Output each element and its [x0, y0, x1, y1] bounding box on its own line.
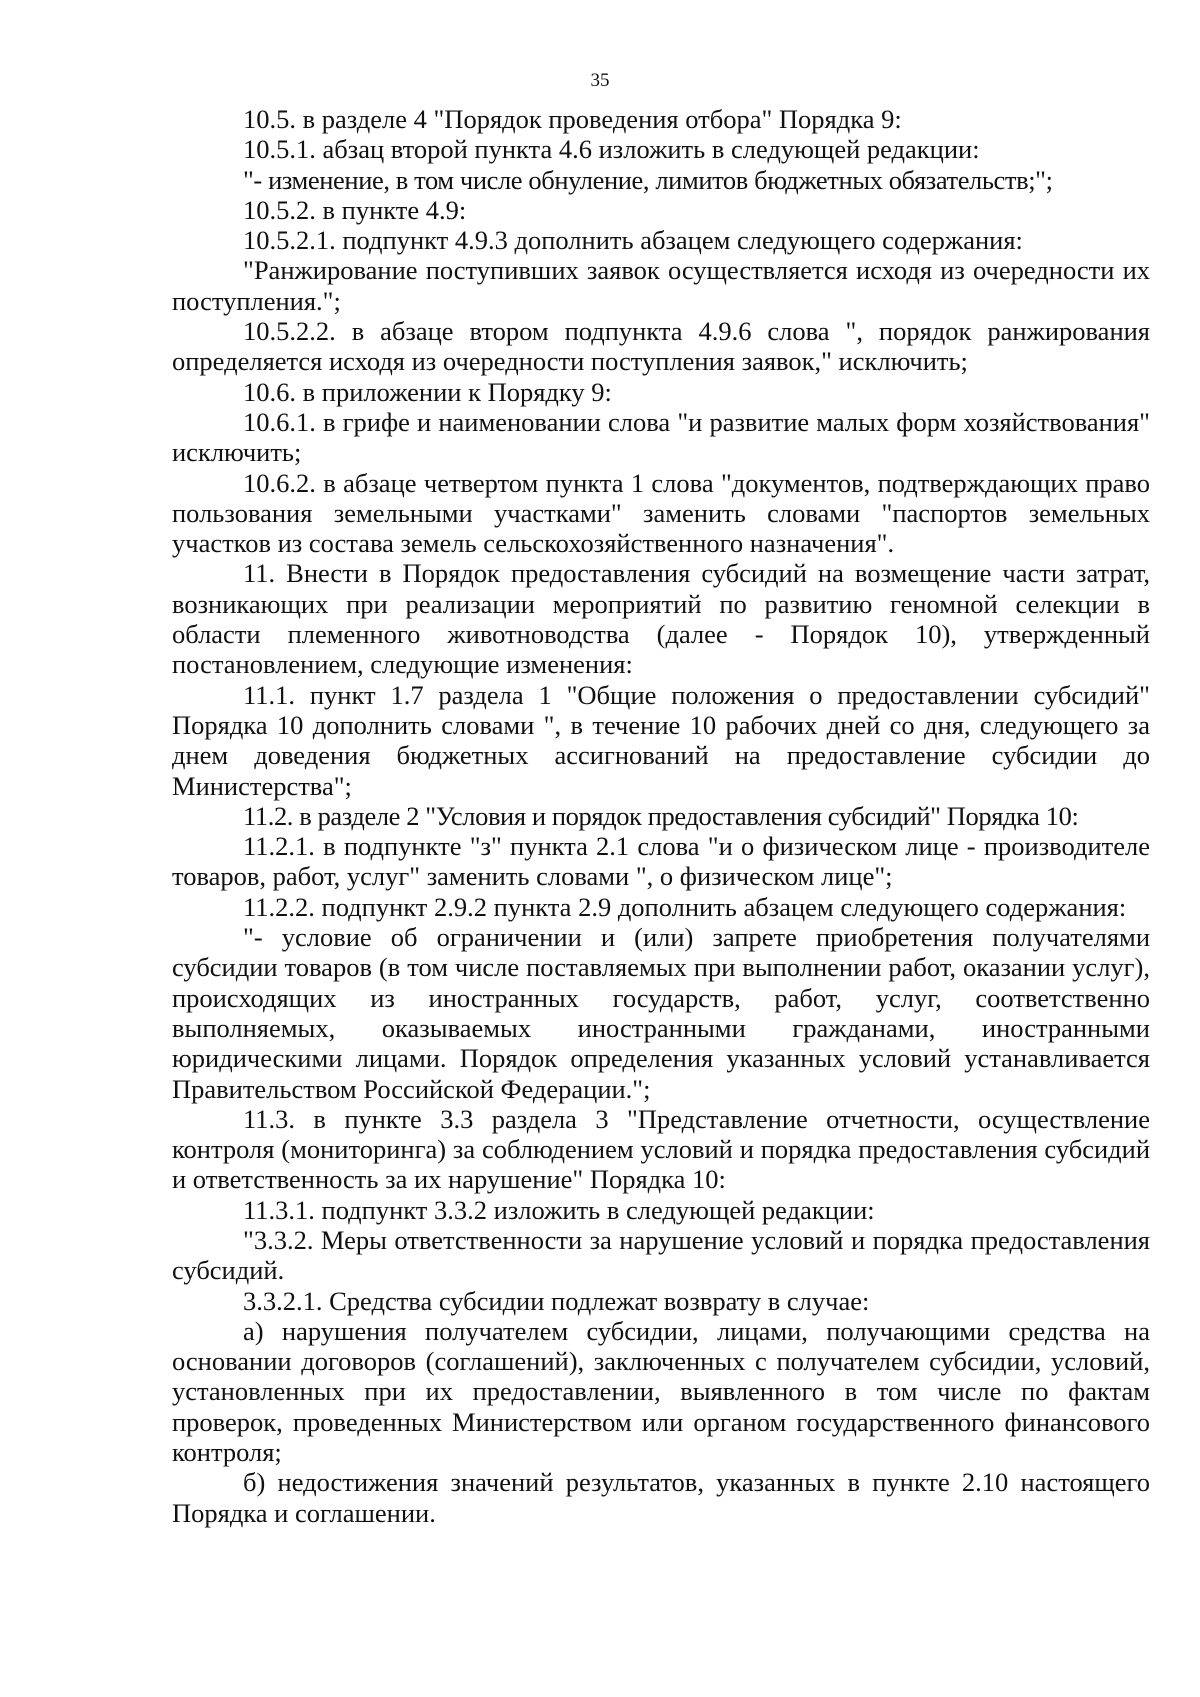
paragraph: "Ранжирование поступивших заявок осуществляется исходя из очередности их поступления.";	[172, 255, 1150, 316]
paragraph: 10.6.2. в абзаце четвертом пункта 1 слова "документов, подтверждающих право пользования земельными участками" заменить словами "паспортов земельных участков из состава земель сельскохозяйственного назначения".	[172, 467, 1150, 559]
page-number: 35	[590, 70, 610, 91]
paragraph: 11. Внести в Порядок предоставления субсидий на возмещение части затрат, возникающих при реализации мероприятий по развитию геномной селекции в области племенного животноводства (далее - Порядок 10), утвержденный постановлением, следующие изменения:	[172, 558, 1150, 680]
paragraph: 10.6. в приложении к Порядку 9:	[243, 376, 612, 407]
paragraph: 11.2.1. в подпункте "з" пункта 2.1 слова "и о физическом лице - производителе товаров, работ, услуг" заменить словами ", о физическом лице";	[172, 831, 1150, 892]
paragraph: 11.3. в пункте 3.3 раздела 3 "Представление отчетности, осуществление контроля (мониторинга) за соблюдением условий и порядка предоставления субсидий и ответственность за их нарушение" Порядка 10:	[172, 1103, 1150, 1195]
paragraph: 11.2. в разделе 2 "Условия и порядок предоставления субсидий" Порядка 10:	[243, 800, 1079, 831]
paragraph: 10.5. в разделе 4 "Порядок проведения отбора" Порядка 9:	[243, 104, 902, 134]
paragraph: 3.3.2.1. Средства субсидии подлежат возврату в случае:	[243, 1285, 870, 1316]
paragraph: б) недостижения значений результатов, указанных в пункте 2.10 настоящего Порядка и соглашении.	[172, 1467, 1150, 1528]
paragraph: 11.2.2. подпункт 2.9.2 пункта 2.9 дополнить абзацем следующего содержания:	[243, 891, 1127, 922]
paragraph: "- условие об ограничении и (или) запрете приобретения получателями субсидии товаров (в том числе поставляемых при выполнении работ, оказании услуг), происходящих из иностранных государств, работ, услуг, соответственно выполняемых, оказываемых иностранными гражданами, иностранными юридическими лицами. Порядок определения указанных условий устанавливается Правительством Российской Федерации.";	[172, 922, 1150, 1104]
paragraph: 10.5.2.1. подпункт 4.9.3 дополнить абзацем следующего содержания:	[243, 225, 1023, 256]
paragraph: 10.5.2. в пункте 4.9:	[243, 194, 467, 225]
paragraph: 10.6.1. в грифе и наименовании слова "и развитие малых форм хозяйствования" исключить;	[172, 406, 1150, 468]
paragraph: 10.5.2.2. в абзаце втором подпункта 4.9.6 слова ", порядок ранжирования определяется исходя из очередности поступления заявок," исключить;	[172, 316, 1150, 377]
paragraph: 10.5.1. абзац второй пункта 4.6 изложить в следующей редакции:	[243, 134, 980, 165]
paragraph: 11.3.1. подпункт 3.3.2 изложить в следующей редакции:	[243, 1194, 875, 1225]
paragraph: а) нарушения получателем субсидии, лицами, получающими средства на основании договоров (соглашений), заключенных с получателем субсидии, условий, установленных при их предоставлении, выявленного в том числе по фактам проверок, проведенных Министерством или органом государственного финансового контроля;	[172, 1315, 1150, 1468]
document-body	[172, 104, 1150, 1528]
paragraph: 11.1. пункт 1.7 раздела 1 "Общие положения о предоставлении субсидий" Порядка 10 дополнить словами ", в течение 10 рабочих дней со дня, следующего за днем доведения бюджетных ассигнований на предоставление субсидии до Министерства";	[172, 679, 1150, 801]
paragraph: "3.3.2. Меры ответственности за нарушение условий и порядка предоставления субсидий.	[172, 1224, 1150, 1286]
paragraph: "- изменение, в том числе обнуление, лимитов бюджетных обязательств;";	[243, 164, 1053, 195]
